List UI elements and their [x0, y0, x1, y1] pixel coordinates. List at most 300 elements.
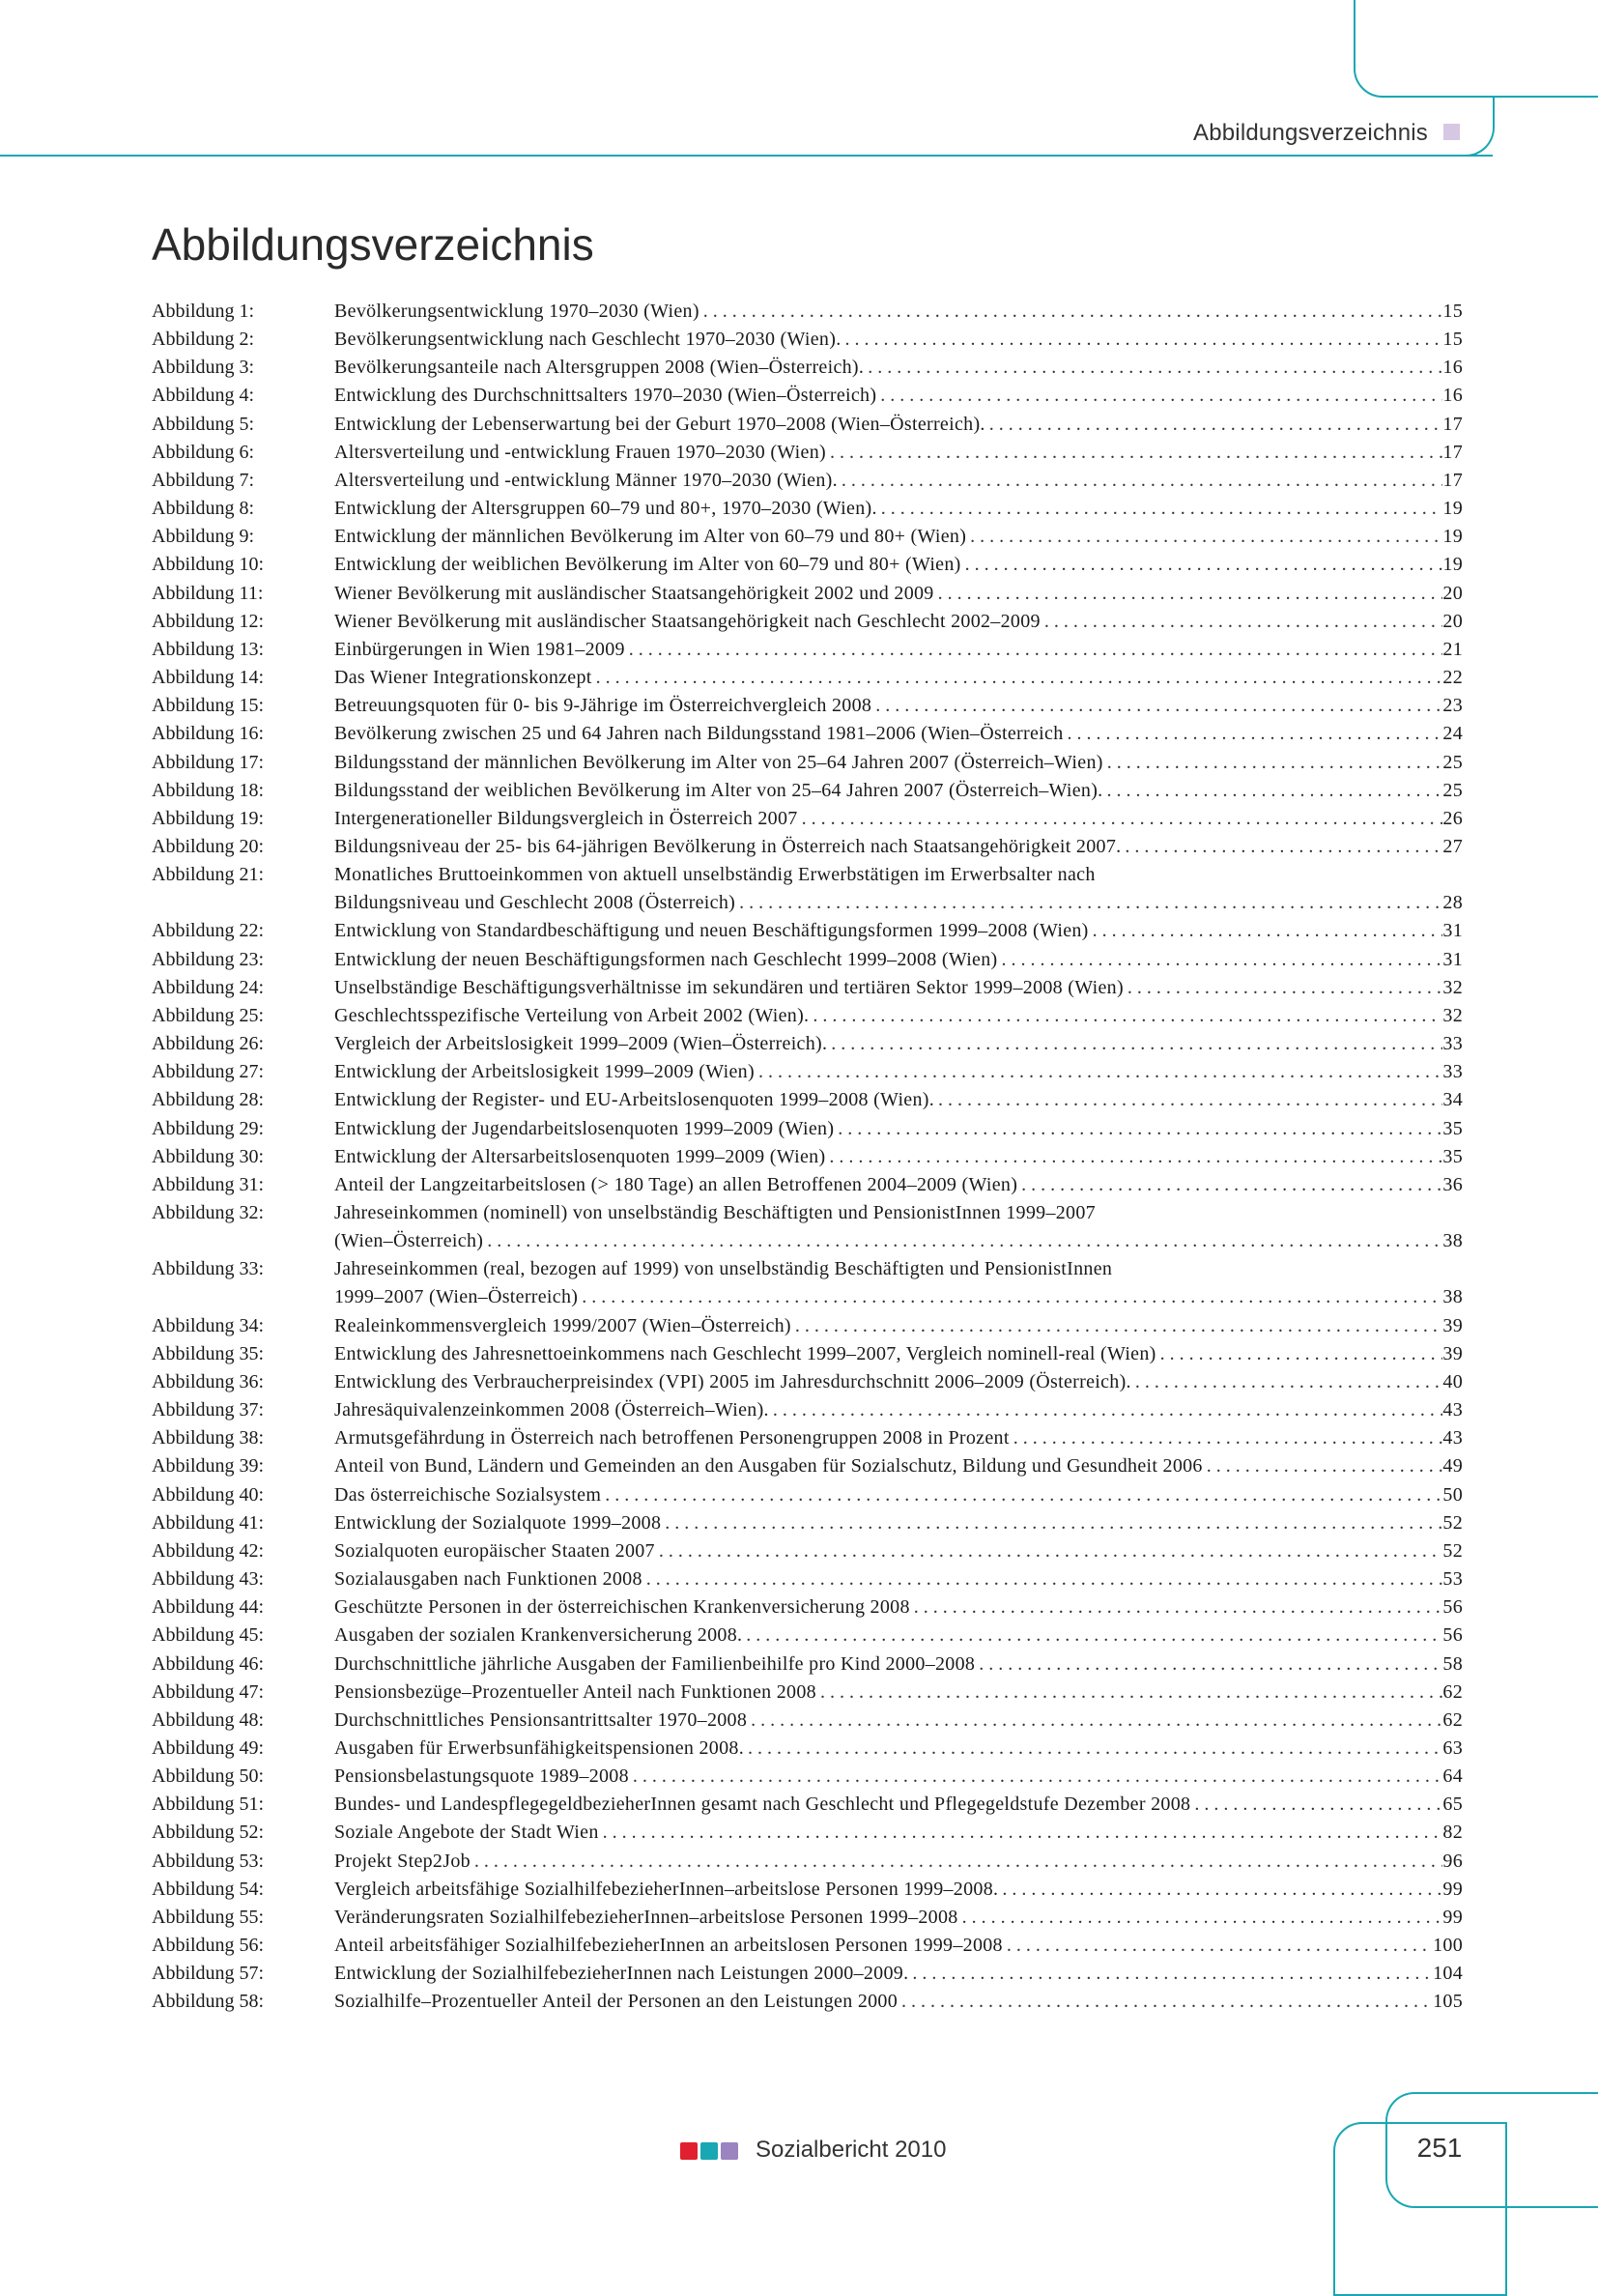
caption-line: [334, 354, 1463, 382]
toc-entry: [152, 1707, 1463, 1735]
figure-label: Abbildung 45:: [152, 1624, 265, 1647]
dot-leader: [735, 889, 1442, 917]
page-ref: 35: [1442, 1145, 1463, 1167]
page-ref: 22: [1442, 667, 1463, 689]
dot-leader: [934, 1086, 1442, 1114]
toc-entry: [152, 1960, 1463, 1988]
toc-entry: [152, 1368, 1463, 1396]
dot-leader: [798, 805, 1443, 833]
caption-text: Altersverteilung und -entwicklung Frauen 1970–2030 (Wien): [334, 441, 826, 463]
figure-label: Abbildung 38:: [152, 1427, 265, 1449]
page-ref: 35: [1442, 1117, 1463, 1139]
caption-line: [334, 1679, 1463, 1707]
figure-label: Abbildung 19:: [152, 807, 265, 829]
toc-entry: [152, 1735, 1463, 1763]
toc-entry: [152, 636, 1463, 664]
toc-entry: [152, 580, 1463, 608]
figure-label: Abbildung 12:: [152, 610, 265, 632]
caption-text: Entwicklung von Standardbeschäftigung und neuen Beschäftigungsformen 1999–2008 (Wien): [334, 920, 1089, 942]
dot-leader: [1190, 1791, 1442, 1819]
figure-caption: [334, 439, 1463, 467]
dot-leader: [985, 411, 1443, 439]
page-ref: 82: [1442, 1822, 1463, 1844]
caption-line: [334, 749, 1463, 777]
caption-text: Entwicklung der Arbeitslosigkeit 1999–2009 (Wien): [334, 1061, 755, 1083]
toc-entry: [152, 1932, 1463, 1960]
page-ref: 26: [1442, 807, 1463, 829]
dot-leader: [838, 467, 1442, 495]
figure-label: Abbildung 36:: [152, 1370, 265, 1392]
toc-entry: [152, 1424, 1463, 1452]
toc-entry: [152, 749, 1463, 777]
figure-caption: [334, 580, 1463, 608]
toc-entry: [152, 1848, 1463, 1876]
toc-entry: [152, 1058, 1463, 1086]
page-ref: 16: [1442, 357, 1463, 379]
caption-text: Monatliches Bruttoeinkommen von aktuell unselbständig Erwerbstätigen im Erwerbsalter nach: [334, 864, 1096, 886]
caption-text: Entwicklung der weiblichen Bevölkerung im Alter von 60–79 und 80+ (Wien): [334, 554, 961, 576]
page-ref: 25: [1442, 751, 1463, 773]
dot-leader: [934, 580, 1443, 608]
caption-text: Bevölkerungsentwicklung nach Geschlecht 1970–2030 (Wien).: [334, 329, 842, 351]
caption-line: [334, 1199, 1463, 1227]
caption-line: [334, 382, 1463, 410]
figure-caption: [334, 1199, 1463, 1255]
caption-text: Entwicklung der Altersarbeitslosenquoten 1999–2009 (Wien): [334, 1145, 826, 1167]
toc-entry: [152, 1904, 1463, 1932]
caption-line: [334, 777, 1463, 805]
caption-line: [334, 1848, 1463, 1876]
dot-leader: [1131, 1368, 1443, 1396]
toc-entry: [152, 1988, 1463, 2016]
figure-caption: [334, 1791, 1463, 1819]
caption-text: Entwicklung des Jahresnettoeinkommens nach Geschlecht 1999–2007, Vergleich nominell-real (Wien): [334, 1342, 1156, 1364]
dot-leader: [471, 1848, 1442, 1876]
figure-caption: [334, 1340, 1463, 1368]
dot-leader: [742, 1622, 1442, 1650]
caption-line: [334, 1735, 1463, 1763]
caption-line: [334, 1791, 1463, 1819]
caption-text: Bildungsstand der männlichen Bevölkerung im Alter von 25–64 Jahren 2007 (Österreich–Wien): [334, 751, 1103, 773]
dot-leader: [483, 1227, 1442, 1255]
caption-text: Ausgaben für Erwerbsunfähigkeitspensionen 2008.: [334, 1736, 745, 1759]
figure-caption: [334, 1171, 1463, 1199]
toc-entry: [152, 1622, 1463, 1650]
caption-line: [334, 1452, 1463, 1480]
toc-entry: [152, 1396, 1463, 1424]
figure-caption: [334, 1452, 1463, 1480]
toc-entry: [152, 1650, 1463, 1679]
figure-caption: [334, 1255, 1463, 1311]
page-ref: 52: [1442, 1539, 1463, 1562]
caption-text: (Wien–Österreich): [334, 1230, 484, 1252]
caption-text: Geschlechtsspezifische Verteilung von Arbeit 2002 (Wien).: [334, 1004, 810, 1026]
figure-label: Abbildung 4:: [152, 385, 255, 407]
toc-entry: [152, 692, 1463, 720]
dot-leader: [826, 439, 1442, 467]
figure-caption: [334, 551, 1463, 579]
figure-list: [152, 298, 1463, 2017]
figure-label: Abbildung 55:: [152, 1906, 265, 1928]
dot-leader: [699, 298, 1443, 326]
figure-label: Abbildung 23:: [152, 948, 265, 970]
dot-leader: [871, 692, 1442, 720]
dot-leader: [747, 1707, 1442, 1735]
caption-text: Betreuungsquoten für 0- bis 9-Jährige im Österreichvergleich 2008: [334, 695, 872, 717]
caption-line: [334, 608, 1463, 636]
page-ref: 19: [1442, 498, 1463, 520]
caption-line: [334, 1086, 1463, 1114]
caption-text: Vergleich der Arbeitslosigkeit 1999–2009 (Wien–Österreich).: [334, 1033, 828, 1055]
figure-label: Abbildung 25:: [152, 1004, 265, 1026]
figure-label: Abbildung 46:: [152, 1652, 265, 1675]
figure-caption: [334, 382, 1463, 410]
caption-text: Wiener Bevölkerung mit ausländischer Staatsangehörigkeit 2002 und 2009: [334, 582, 934, 604]
page-ref: 58: [1442, 1652, 1463, 1675]
caption-text: Sozialhilfe–Prozentueller Anteil der Personen an den Leistungen 2000: [334, 1991, 899, 2013]
toc-entry: [152, 974, 1463, 1002]
caption-line: [334, 580, 1463, 608]
figure-caption: [334, 833, 1463, 861]
figure-caption: [334, 1509, 1463, 1537]
toc-entry: [152, 1115, 1463, 1143]
toc-entry: [152, 805, 1463, 833]
figure-caption: [334, 636, 1463, 664]
caption-text: Geschützte Personen in der österreichischen Krankenversicherung 2008: [334, 1596, 910, 1619]
figure-label: Abbildung 44:: [152, 1596, 265, 1619]
caption-text: Entwicklung der männlichen Bevölkerung im Alter von 60–79 und 80+ (Wien): [334, 526, 967, 548]
figure-label: Abbildung 2:: [152, 329, 255, 351]
figure-caption: [334, 1058, 1463, 1086]
caption-text: Anteil von Bund, Ländern und Gemeinden an den Ausgaben für Sozialschutz, Bildung und Gesundheit 2006: [334, 1455, 1203, 1478]
caption-line: [334, 861, 1463, 889]
figure-caption: [334, 1115, 1463, 1143]
figure-label: Abbildung 41:: [152, 1511, 265, 1534]
dot-leader: [655, 1537, 1443, 1565]
caption-text: Das österreichische Sozialsystem: [334, 1483, 602, 1506]
caption-text: Einbürgerungen in Wien 1981–2009: [334, 638, 625, 660]
caption-text: Intergenerationeller Bildungsvergleich in Österreich 2007: [334, 807, 798, 829]
dot-leader: [877, 495, 1443, 523]
page-ref: 17: [1442, 469, 1463, 491]
caption-line: [334, 326, 1463, 354]
toc-entry: [152, 495, 1463, 523]
toc-entry: [152, 1537, 1463, 1565]
caption-text: Realeinkommensvergleich 1999/2007 (Wien–Österreich): [334, 1314, 791, 1336]
caption-text: Bevölkerungsanteile nach Altersgruppen 2008 (Wien–Österreich).: [334, 357, 865, 379]
dot-leader: [910, 1593, 1443, 1622]
figure-label: Abbildung 54:: [152, 1878, 265, 1900]
logo-figure-icon: [721, 2142, 738, 2160]
figure-caption: [334, 467, 1463, 495]
figure-label: Abbildung 13:: [152, 638, 265, 660]
figure-caption: [334, 608, 1463, 636]
figure-label: Abbildung 49:: [152, 1736, 265, 1759]
figure-label: Abbildung 53:: [152, 1850, 265, 1872]
page-ref: 19: [1442, 526, 1463, 548]
caption-line: [334, 1650, 1463, 1679]
dot-leader: [816, 1679, 1442, 1707]
caption-text: Jahreseinkommen (nominell) von unselbständig Beschäftigten und PensionistInnen 1999–2007: [334, 1202, 1096, 1223]
page-ref: 21: [1442, 638, 1463, 660]
caption-line: [334, 1622, 1463, 1650]
dot-leader: [961, 551, 1443, 579]
caption-line: [334, 495, 1463, 523]
figure-label: Abbildung 42:: [152, 1539, 265, 1562]
dot-leader: [755, 1058, 1442, 1086]
dot-leader: [809, 1002, 1442, 1030]
dot-leader: [744, 1735, 1442, 1763]
page-ref: 104: [1433, 1963, 1463, 1985]
dot-leader: [876, 382, 1442, 410]
caption-line: [334, 720, 1463, 748]
figure-label: Abbildung 11:: [152, 582, 264, 604]
caption-text: Entwicklung des Verbraucherpreisindex (VPI) 2005 im Jahresdurchschnitt 2006–2009 (Österreich).: [334, 1370, 1131, 1392]
page-ref: 32: [1442, 1004, 1463, 1026]
dot-leader: [1003, 1932, 1433, 1960]
figure-caption: [334, 354, 1463, 382]
caption-line: [334, 298, 1463, 326]
figure-caption: [334, 1904, 1463, 1932]
figure-label: Abbildung 1:: [152, 301, 255, 322]
figure-caption: [334, 749, 1463, 777]
figure-label: Abbildung 39:: [152, 1455, 265, 1478]
figure-caption: [334, 1960, 1463, 1988]
toc-entry: [152, 1509, 1463, 1537]
toc-entry: [152, 523, 1463, 551]
toc-entry: [152, 1199, 1463, 1255]
figure-caption: [334, 1650, 1463, 1679]
page-ref: 65: [1442, 1794, 1463, 1816]
caption-text: Ausgaben der sozialen Krankenversicherung 2008.: [334, 1624, 743, 1647]
toc-entry: [152, 1819, 1463, 1847]
caption-text: Armutsgefährdung in Österreich nach betroffenen Personengruppen 2008 in Prozent: [334, 1427, 1010, 1449]
caption-line: [334, 1988, 1463, 2016]
dot-leader: [642, 1565, 1443, 1593]
figure-label: Abbildung 31:: [152, 1173, 265, 1195]
page-title: Abbildungsverzeichnis: [152, 219, 594, 270]
header-rule: [0, 155, 1493, 157]
dot-leader: [998, 1876, 1442, 1904]
caption-text: Bundes- und LandespflegegeldbezieherInnen gesamt nach Geschlecht und Pflegegeldstufe Dezember 2008: [334, 1794, 1191, 1816]
page-ref: 62: [1442, 1708, 1463, 1731]
dot-leader: [1124, 974, 1442, 1002]
figure-caption: [334, 1030, 1463, 1058]
caption-text: Das Wiener Integrationskonzept: [334, 667, 592, 689]
caption-text: Veränderungsraten SozialhilfebezieherInnen–arbeitslose Personen 1999–2008: [334, 1906, 958, 1928]
figure-label: Abbildung 58:: [152, 1991, 265, 2013]
toc-entry: [152, 382, 1463, 410]
caption-text: Entwicklung der Register- und EU-Arbeitslosenquoten 1999–2008 (Wien).: [334, 1089, 935, 1111]
caption-text: Altersverteilung und -entwicklung Männer 1970–2030 (Wien).: [334, 469, 838, 491]
page-ref: 62: [1442, 1680, 1463, 1703]
figure-caption: [334, 1763, 1463, 1791]
caption-text: Soziale Angebote der Stadt Wien: [334, 1822, 599, 1844]
caption-line: [334, 805, 1463, 833]
caption-line: [334, 1255, 1463, 1283]
caption-line: [334, 411, 1463, 439]
page-ref: 99: [1442, 1906, 1463, 1928]
dot-leader: [578, 1283, 1442, 1311]
caption-line: [334, 1509, 1463, 1537]
dot-leader: [842, 326, 1443, 354]
dot-leader: [898, 1988, 1433, 2016]
figure-label: Abbildung 51:: [152, 1794, 265, 1816]
figure-label: Abbildung 5:: [152, 413, 255, 435]
toc-entry: [152, 298, 1463, 326]
page-ref: 38: [1442, 1230, 1463, 1252]
caption-line: [334, 692, 1463, 720]
running-header: Abbildungsverzeichnis: [1192, 120, 1428, 146]
page-ref: 20: [1442, 582, 1463, 604]
dot-leader: [975, 1650, 1442, 1679]
dot-leader: [1010, 1424, 1443, 1452]
toc-entry: [152, 1452, 1463, 1480]
figure-label: Abbildung 47:: [152, 1680, 265, 1703]
page-ref: 17: [1442, 441, 1463, 463]
figure-label: Abbildung 20:: [152, 835, 265, 857]
page-ref: 24: [1442, 723, 1463, 745]
figure-caption: [334, 1932, 1463, 1960]
figure-caption: [334, 495, 1463, 523]
caption-line: [334, 551, 1463, 579]
figure-label: Abbildung 57:: [152, 1963, 265, 1985]
caption-text: Projekt Step2Job: [334, 1850, 471, 1872]
figure-label: Abbildung 32:: [152, 1202, 265, 1223]
figure-label: Abbildung 52:: [152, 1822, 265, 1844]
figure-label: Abbildung 43:: [152, 1568, 265, 1591]
page-ref: 40: [1442, 1370, 1463, 1392]
figure-label: Abbildung 27:: [152, 1061, 265, 1083]
figure-caption: [334, 1707, 1463, 1735]
page-ref: 39: [1442, 1342, 1463, 1364]
figure-label: Abbildung 18:: [152, 779, 265, 801]
dot-leader: [1103, 749, 1443, 777]
dot-leader: [625, 636, 1443, 664]
caption-line: [334, 946, 1463, 974]
logo-teal-square-icon: [700, 2142, 718, 2160]
caption-line: [334, 1819, 1463, 1847]
figure-caption: [334, 861, 1463, 917]
caption-text: Entwicklung der Altersgruppen 60–79 und 80+, 1970–2030 (Wien).: [334, 498, 877, 520]
caption-text: Anteil arbeitsfähiger SozialhilfebezieherInnen an arbeitslosen Personen 1999–2008: [334, 1935, 1003, 1957]
figure-caption: [334, 777, 1463, 805]
page-ref: 33: [1442, 1033, 1463, 1055]
toc-entry: [152, 861, 1463, 917]
figure-label: Abbildung 16:: [152, 723, 265, 745]
toc-entry: [152, 946, 1463, 974]
dot-leader: [1041, 608, 1443, 636]
caption-text: Wiener Bevölkerung mit ausländischer Staatsangehörigkeit nach Geschlecht 2002–2009: [334, 610, 1041, 632]
toc-entry: [152, 1763, 1463, 1791]
figure-caption: [334, 1735, 1463, 1763]
dot-leader: [966, 523, 1442, 551]
caption-text: Bildungsstand der weiblichen Bevölkerung im Alter von 25–64 Jahren 2007 (Österreich–Wien).: [334, 779, 1103, 801]
caption-line: [334, 1396, 1463, 1424]
caption-text: Durchschnittliches Pensionsantrittsalter 1970–2008: [334, 1708, 748, 1731]
page-number: 251: [1416, 2133, 1463, 2163]
page-ref: 33: [1442, 1061, 1463, 1083]
page-ref: 43: [1442, 1427, 1463, 1449]
dot-leader: [1102, 777, 1442, 805]
caption-text: Sozialquoten europäischer Staaten 2007: [334, 1539, 655, 1562]
caption-line: [334, 1143, 1463, 1171]
page-ref: 39: [1442, 1314, 1463, 1336]
caption-line: [334, 1876, 1463, 1904]
dot-leader: [601, 1481, 1442, 1509]
figure-label: Abbildung 14:: [152, 667, 265, 689]
dot-leader: [1203, 1452, 1443, 1480]
figure-caption: [334, 974, 1463, 1002]
caption-line: [334, 636, 1463, 664]
page-ref: 31: [1442, 948, 1463, 970]
page-ref: 20: [1442, 610, 1463, 632]
figure-label: Abbildung 37:: [152, 1399, 265, 1421]
dot-leader: [769, 1396, 1443, 1424]
toc-entry: [152, 1171, 1463, 1199]
dot-leader: [599, 1819, 1443, 1847]
figure-caption: [334, 1368, 1463, 1396]
caption-line: [334, 1904, 1463, 1932]
top-frame-decoration: [1354, 0, 1598, 98]
toc-entry: [152, 1679, 1463, 1707]
figure-label: Abbildung 33:: [152, 1258, 265, 1280]
caption-line: [334, 1002, 1463, 1030]
figure-label: Abbildung 17:: [152, 751, 265, 773]
caption-line: [334, 1227, 1463, 1255]
toc-entry: [152, 1312, 1463, 1340]
caption-line: [334, 917, 1463, 945]
page-ref: 105: [1433, 1991, 1463, 2013]
figure-label: Abbildung 34:: [152, 1314, 265, 1336]
caption-text: Bildungsniveau der 25- bis 64-jährigen Bevölkerung in Österreich nach Staatsangehörigkeit 2007.: [334, 835, 1122, 857]
caption-text: Entwicklung der neuen Beschäftigungsformen nach Geschlecht 1999–2008 (Wien): [334, 948, 998, 970]
toc-entry: [152, 1481, 1463, 1509]
caption-text: Unselbständige Beschäftigungsverhältnisse im sekundären und tertiären Sektor 1999–2008 (Wien): [334, 976, 1124, 998]
figure-label: Abbildung 6:: [152, 441, 255, 463]
figure-caption: [334, 664, 1463, 692]
figure-caption: [334, 720, 1463, 748]
page-ref: 27: [1442, 835, 1463, 857]
caption-text: Durchschnittliche jährliche Ausgaben der Familienbeihilfe pro Kind 2000–2008: [334, 1652, 976, 1675]
caption-text: Vergleich arbeitsfähige SozialhilfebezieherInnen–arbeitslose Personen 1999–2008.: [334, 1878, 999, 1900]
caption-line: [334, 1707, 1463, 1735]
toc-entry: [152, 439, 1463, 467]
dot-leader: [1156, 1340, 1443, 1368]
toc-entry: [152, 1340, 1463, 1368]
caption-line: [334, 1030, 1463, 1058]
figure-label: Abbildung 22:: [152, 920, 265, 942]
caption-line: [334, 1058, 1463, 1086]
page-ref: 50: [1442, 1483, 1463, 1506]
caption-text: Bevölkerung zwischen 25 und 64 Jahren nach Bildungsstand 1981–2006 (Wien–Österreich: [334, 723, 1064, 745]
page-ref: 28: [1442, 892, 1463, 914]
toc-entry: [152, 326, 1463, 354]
dot-leader: [1121, 833, 1442, 861]
caption-line: [334, 1424, 1463, 1452]
toc-entry: [152, 917, 1463, 945]
caption-line: [334, 1171, 1463, 1199]
dot-leader: [791, 1312, 1443, 1340]
caption-line: [334, 1932, 1463, 1960]
toc-entry: [152, 354, 1463, 382]
dot-leader: [998, 946, 1443, 974]
figure-label: Abbildung 8:: [152, 498, 255, 520]
figure-caption: [334, 1848, 1463, 1876]
figure-caption: [334, 692, 1463, 720]
figure-label: Abbildung 21:: [152, 864, 265, 886]
caption-text: Pensionsbelastungsquote 1989–2008: [334, 1765, 629, 1788]
